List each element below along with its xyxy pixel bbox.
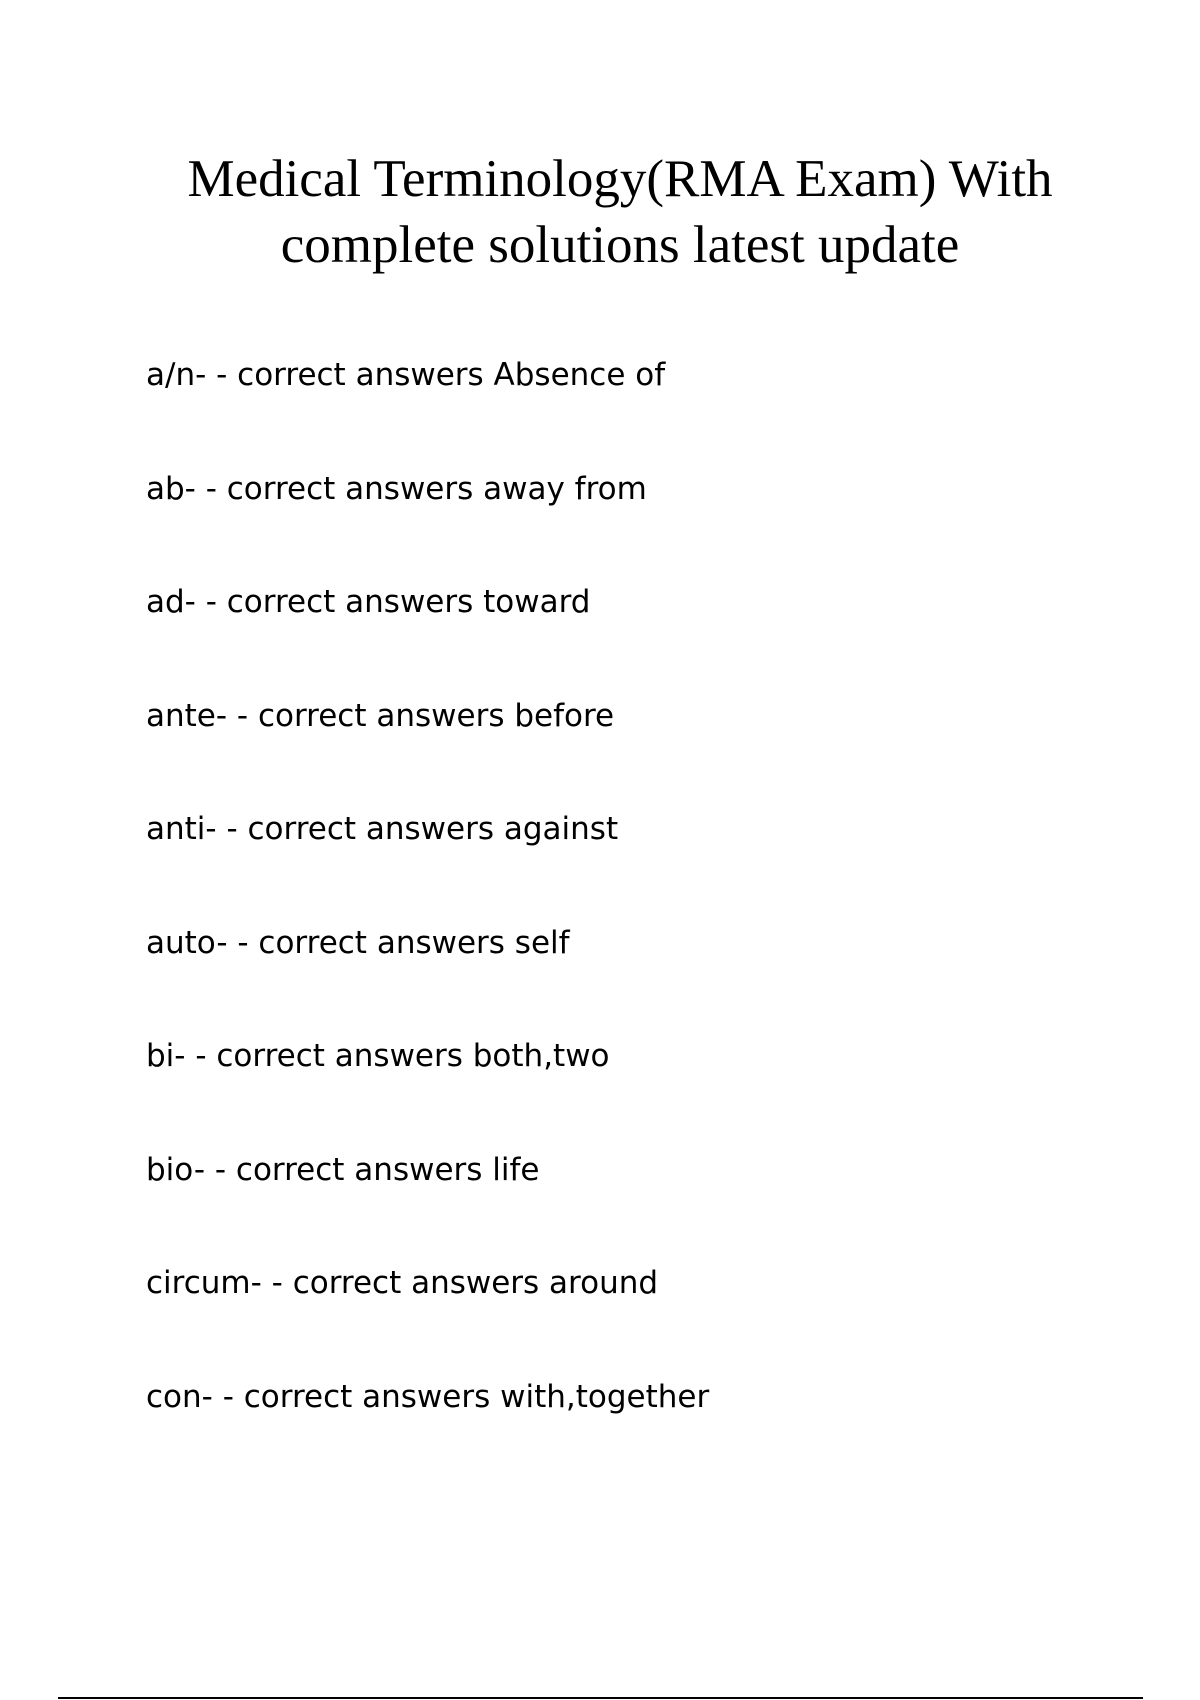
- term-item: ante- - correct answers before: [146, 697, 615, 734]
- term-item: bio- - correct answers life: [146, 1151, 540, 1188]
- title-line-1: Medical Terminology(RMA Exam) With: [187, 150, 1053, 208]
- term-item: bi- - correct answers both,two: [146, 1038, 610, 1074]
- bottom-divider: [58, 1697, 1143, 1699]
- term-item: con- - correct answers with,together: [146, 1378, 710, 1415]
- term-item: ab- - correct answers away from: [146, 470, 647, 507]
- term-item: ad- - correct answers toward: [146, 584, 591, 620]
- document-title: [100, 146, 1140, 278]
- term-item: a/n- - correct answers Absence of: [146, 357, 666, 393]
- title-line-2: complete solutions latest update: [280, 216, 960, 274]
- term-list: [146, 355, 709, 1490]
- term-item: auto- - correct answers self: [146, 924, 570, 961]
- term-item: anti- - correct answers against: [146, 811, 619, 847]
- term-item: circum- - correct answers around: [146, 1265, 659, 1301]
